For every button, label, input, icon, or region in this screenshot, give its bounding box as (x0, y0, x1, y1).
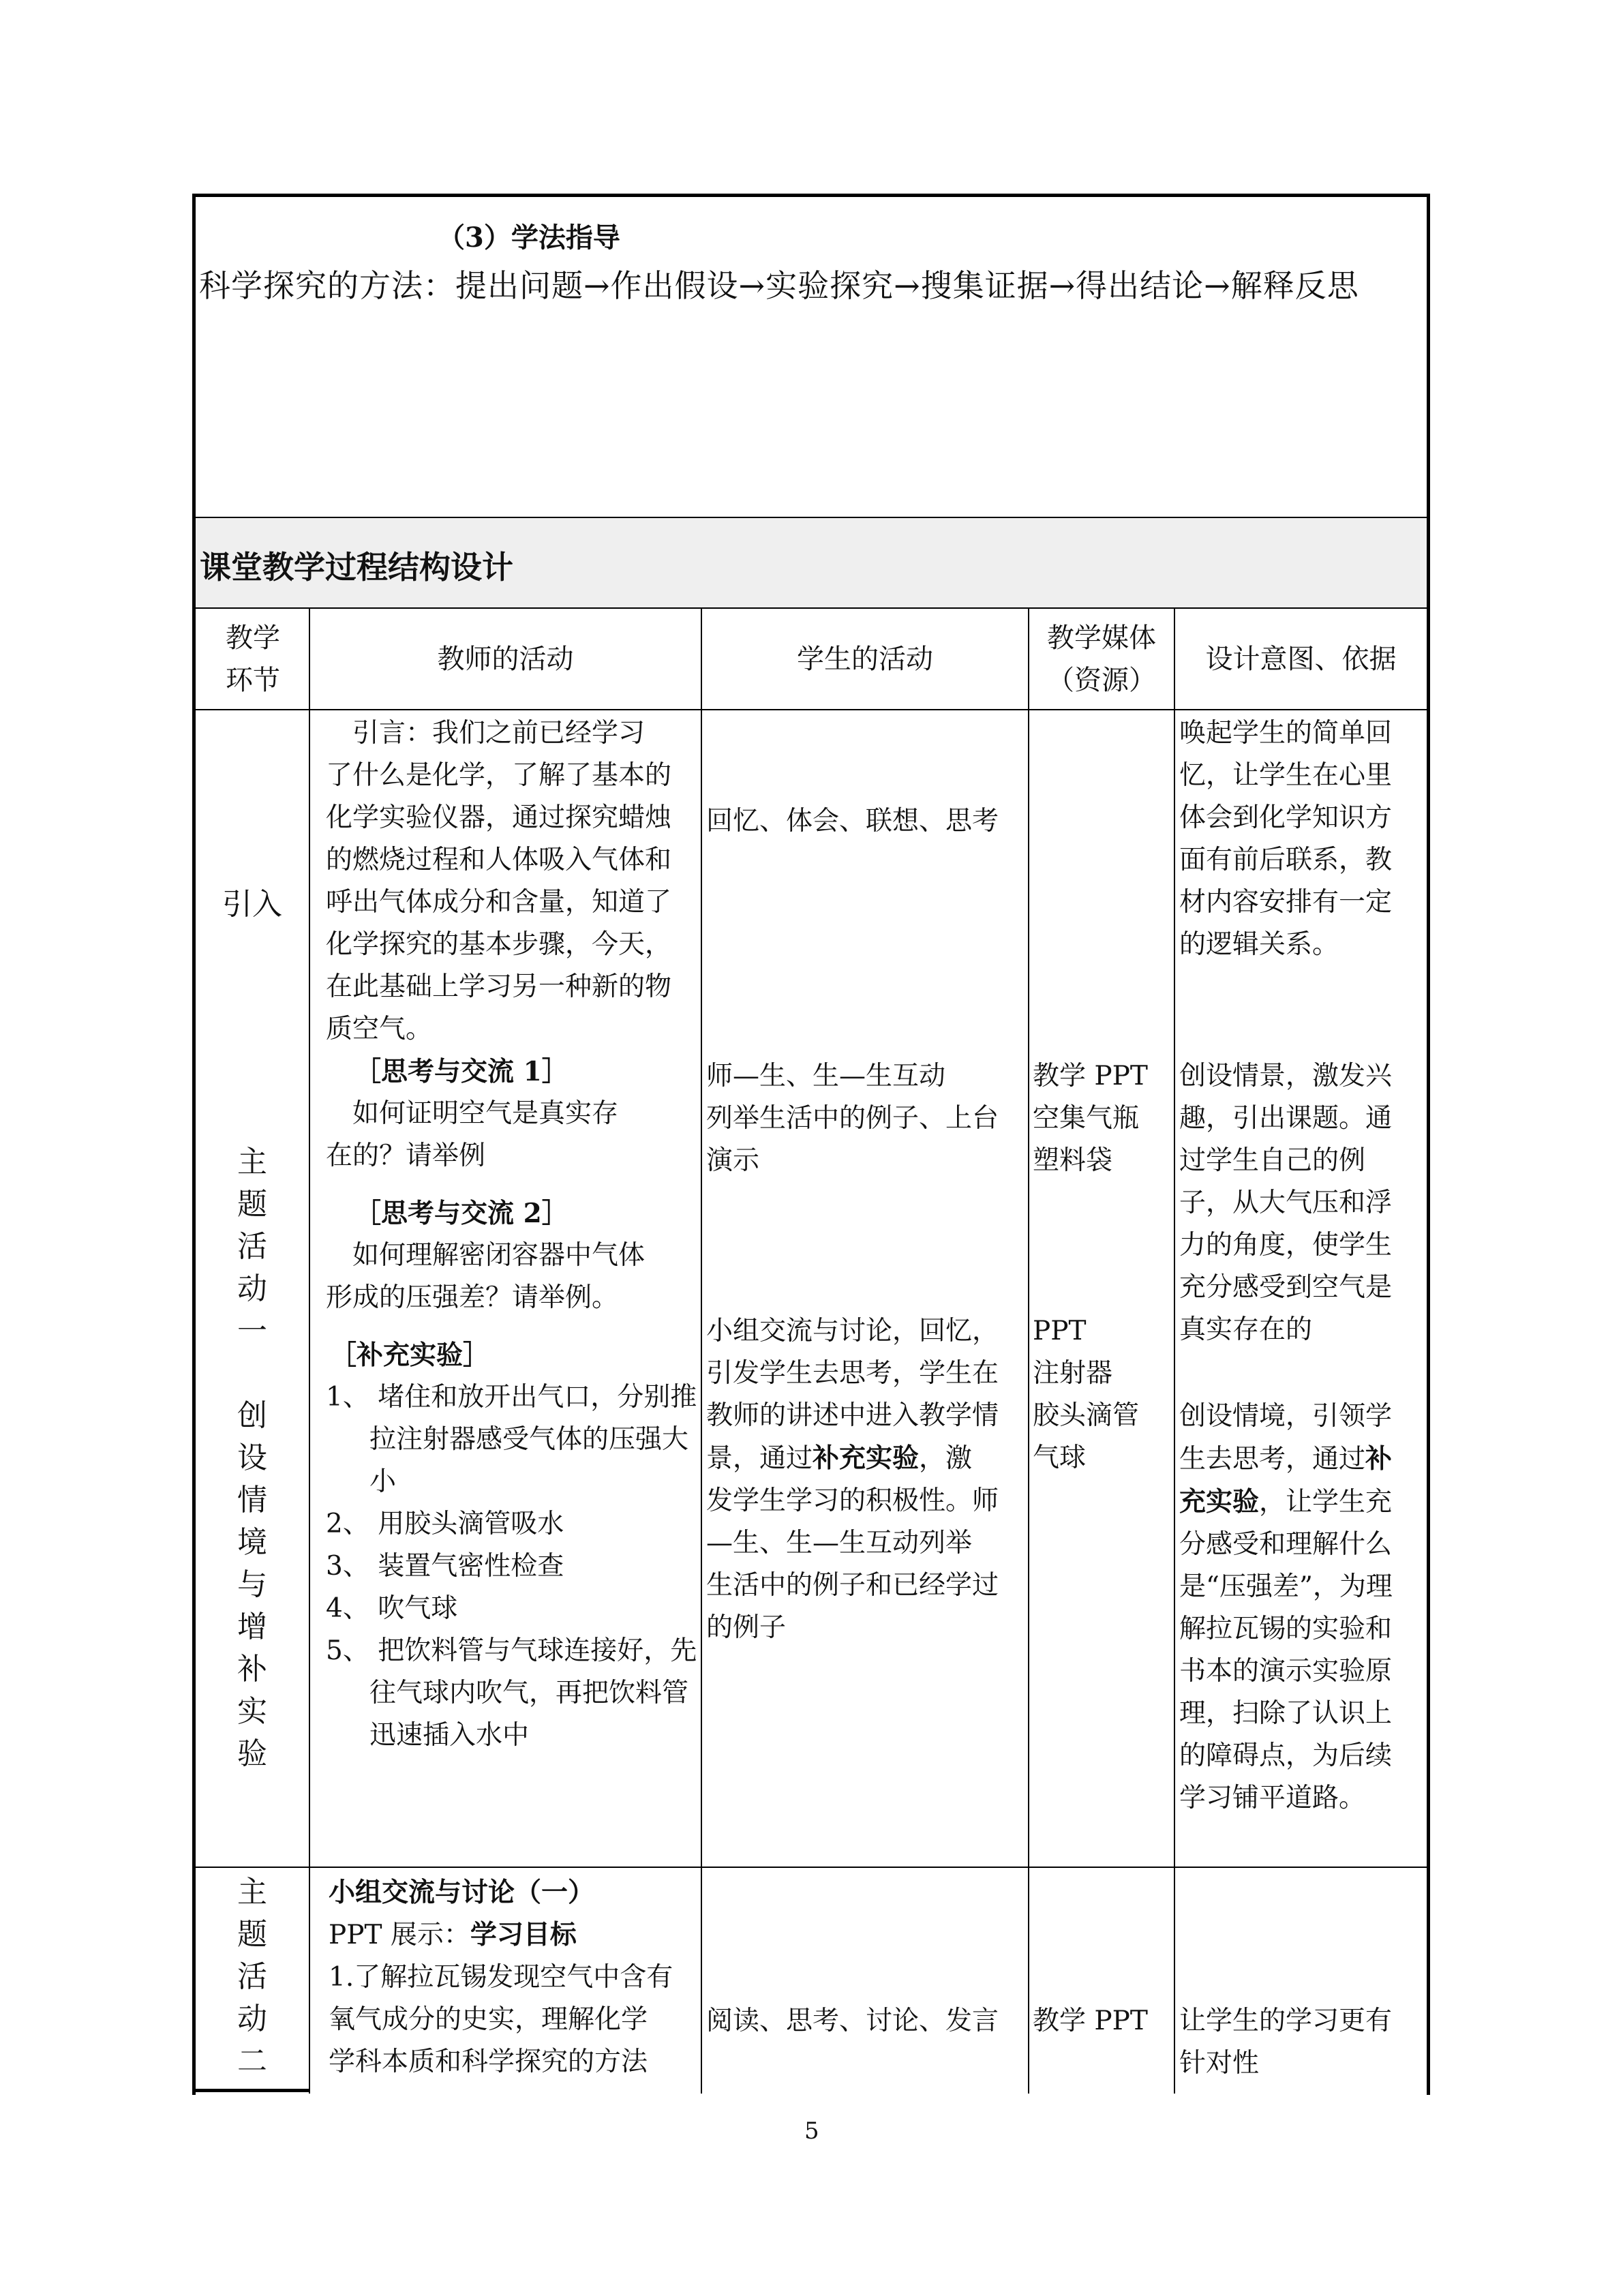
process-design-band (196, 517, 1427, 609)
text-line: 注射器 (1033, 1358, 1113, 1389)
text-line: 化学探究的基本步骤，今天， (326, 929, 672, 960)
study-method-heading: （3）学法指导 (438, 222, 620, 254)
stage-char: 二 (237, 2044, 267, 2079)
text-line: 书本的演示实验原 (1179, 1656, 1393, 1687)
text-line: 教师的讲述中进入教学情 (706, 1400, 999, 1431)
grid-line (196, 709, 1427, 710)
intent-a (1179, 712, 1425, 966)
text-line: 在的？请举例 (326, 1141, 486, 1171)
text-line: 面有前后联系，教 (1179, 845, 1393, 875)
supplementary-experiment-title: ［补充实验］ (330, 1340, 490, 1371)
text-line: 的逻辑关系。 (1179, 929, 1339, 960)
text-span: ，让学生充 (1259, 1487, 1393, 1517)
text-line (706, 1437, 1027, 1480)
text-line: 唤起学生的简单回 (1179, 718, 1393, 749)
text-line: 子，从大气压和浮 (1179, 1188, 1393, 1218)
text-line: 力的角度，使学生 (1179, 1230, 1393, 1260)
media-two: 教学 PPT (1033, 2006, 1148, 2036)
stage-char: 补 (237, 1652, 267, 1687)
table-bottom-edge (192, 2089, 309, 2092)
stage-char: 活 (237, 1229, 267, 1264)
text-span-bold: 补充实验 (813, 1442, 920, 1474)
header-stage (197, 617, 309, 701)
text-line: 针对性 (1179, 2048, 1260, 2079)
text-line: 生活中的例子和已经学过 (706, 1570, 999, 1601)
student-activity-b (706, 1055, 1027, 1182)
text-line: 发学生学习的积极性。师 (706, 1485, 999, 1516)
media-a (1033, 1055, 1172, 1182)
text-line: 氧气成分的史实，理解化学 (329, 2004, 648, 2035)
media-b (1033, 1310, 1172, 1479)
text-line: 充分感受到空气是 (1179, 1272, 1393, 1303)
experiment-item: 5、 把饮料管与气球连接好，先往气球内吹气，再把饮料管迅速插入水中 (326, 1635, 697, 1751)
header-media (1029, 617, 1174, 701)
experiment-item: 1、 堵住和放开出气口，分别推拉注射器感受气体的压强大小 (326, 1382, 697, 1497)
grid-line (701, 609, 702, 2094)
stage-char: 增 (237, 1610, 267, 1644)
text-line: 在此基础上学习另一种新的物 (326, 971, 672, 1002)
student-activity-a: 回忆、体会、联想、思考 (706, 806, 999, 836)
teacher-activity-intro (326, 712, 699, 1757)
text-line: 如何理解密闭容器中气体 (326, 1240, 646, 1271)
text-line: 小组交流与讨论，回忆， (706, 1316, 999, 1346)
text-line (1179, 1481, 1425, 1524)
intent-two (1179, 2000, 1425, 2085)
text-line: 形成的压强差？请举例。 (326, 1282, 619, 1313)
text-line: 学习铺平道路。 (1179, 1783, 1366, 1813)
intent-c (1179, 1395, 1425, 1819)
stage-activity-two (198, 1871, 307, 2083)
teacher-activity-two (329, 1871, 699, 2083)
stage-gap (198, 1353, 307, 1395)
stage-char: 一 (237, 1314, 267, 1348)
text-line: 呼出气体成分和含量，知道了 (326, 887, 672, 918)
text-line: 化学实验仪器，通过探究蜡烛 (326, 802, 672, 833)
text-line: 是“压强差”，为理 (1179, 1571, 1393, 1602)
stage-char: 主 (237, 1875, 267, 1909)
stage-char: 主 (237, 1145, 267, 1179)
text-line: 材内容安排有一定 (1179, 887, 1393, 918)
text-line (1179, 1438, 1425, 1481)
text-span: 生去思考，通过 (1179, 1444, 1366, 1475)
text-line: 了什么是化学，了解了基本的 (326, 760, 672, 791)
stage-char: 设 (237, 1440, 267, 1475)
text-line: 的燃烧过程和人体吸入气体和 (326, 845, 672, 875)
grid-line (196, 1867, 1427, 1868)
text-line: 引发学生去思考，学生在 (706, 1358, 999, 1389)
scientific-method-text: 科学探究的方法：提出问题→作出假设→实验探究→搜集证据→得出结论→解释反思 (199, 267, 1359, 304)
text-span: ，激 (919, 1443, 973, 1474)
text-line: 1.了解拉瓦锡发现空气中含有 (329, 1962, 673, 1993)
text-line (329, 1914, 699, 1957)
experiment-item: 4、 吹气球 (326, 1593, 458, 1624)
stage-char: 实 (237, 1694, 267, 1729)
experiment-item: 2、 用胶头滴管吸水 (326, 1509, 564, 1539)
think-exchange-2-title: ［思考与交流 2］ (354, 1198, 568, 1229)
text-line: 列举生活中的例子、上台 (706, 1103, 999, 1134)
text-line: 的例子 (706, 1612, 787, 1643)
intent-b (1179, 1055, 1425, 1351)
header-media-line2: （资源） (1047, 665, 1156, 696)
text-span-bold: 补 (1365, 1443, 1393, 1475)
text-line: 如何证明空气是真实存 (326, 1098, 619, 1129)
student-activity-two: 阅读、思考、讨论、发言 (706, 2006, 999, 2036)
stage-char: 创 (237, 1398, 267, 1433)
learning-goals-label: 学习目标 (470, 1919, 577, 1950)
stage-char: 情 (237, 1483, 267, 1517)
text-span: 景，通过 (706, 1443, 813, 1474)
text-line: 演示 (706, 1145, 760, 1176)
stage-char: 题 (237, 1187, 267, 1222)
text-line: PPT (1033, 1316, 1087, 1346)
text-line: 创设情境，引领学 (1179, 1401, 1393, 1432)
text-line: 创设情景，激发兴 (1179, 1061, 1393, 1091)
text-line: 趣，引出课题。通 (1179, 1103, 1393, 1134)
stage-intro: 引入 (222, 887, 282, 922)
text-line: 质空气。 (326, 1014, 433, 1044)
text-line: 胶头滴管 (1033, 1400, 1140, 1431)
header-media-line1: 教学媒体 (1047, 622, 1156, 654)
grid-line (1028, 609, 1029, 2094)
text-line: 分感受和理解什么 (1179, 1529, 1393, 1560)
text-line: 让学生的学习更有 (1179, 2006, 1393, 2036)
text-span-bold: 充实验 (1179, 1486, 1260, 1517)
grid-line (309, 609, 310, 2094)
text-span: PPT 展示： (329, 1920, 470, 1950)
text-line: 忆，让学生在心里 (1179, 760, 1393, 791)
header-teacher: 教师的活动 (437, 644, 574, 675)
stage-char: 活 (237, 1959, 267, 1994)
header-stage-line2: 环节 (226, 665, 280, 696)
group-discussion-title: 小组交流与讨论（一） (329, 1877, 595, 1908)
stage-char: 验 (237, 1736, 267, 1771)
text-line: 解拉瓦锡的实验和 (1179, 1614, 1393, 1644)
stage-char: 动 (237, 1271, 267, 1306)
spacer (326, 1319, 699, 1334)
grid-line (1174, 609, 1175, 2094)
header-intent: 设计意图、依据 (1205, 644, 1397, 675)
stage-char: 境 (237, 1525, 267, 1560)
stage-char: 题 (237, 1917, 267, 1952)
stage-char: 与 (237, 1567, 267, 1602)
student-activity-c (706, 1310, 1027, 1649)
spacer (326, 1177, 699, 1192)
text-line: 体会到化学知识方 (1179, 802, 1393, 833)
text-line: —生、生—生互动列举 (706, 1528, 973, 1558)
text-line: 过学生自己的例 (1179, 1145, 1366, 1176)
text-line: 气球 (1033, 1442, 1087, 1473)
text-line: 学科本质和科学探究的方法 (329, 2046, 648, 2077)
experiment-item: 3、 装置气密性检查 (326, 1551, 564, 1582)
study-method-section (196, 197, 1427, 516)
text-line: 教学 PPT (1033, 1061, 1148, 1091)
header-stage-line1: 教学 (226, 622, 280, 654)
think-exchange-1-title: ［思考与交流 1］ (354, 1056, 568, 1087)
text-line: 空集气瓶 (1033, 1103, 1140, 1134)
text-line: 引言：我们之前已经学习 (326, 718, 646, 749)
process-design-title: 课堂教学过程结构设计 (200, 549, 513, 586)
text-line: 理，扫除了认识上 (1179, 1698, 1393, 1729)
header-student: 学生的活动 (797, 644, 933, 675)
page-number: 5 (804, 2117, 819, 2145)
stage-activity-one (198, 1141, 307, 1775)
text-line: 真实存在的 (1179, 1314, 1313, 1345)
text-line: 塑料袋 (1033, 1145, 1113, 1176)
text-line: 的障碍点，为后续 (1179, 1740, 1393, 1771)
text-line: 师—生、生—生互动 (706, 1061, 946, 1091)
stage-char: 动 (237, 2002, 267, 2036)
